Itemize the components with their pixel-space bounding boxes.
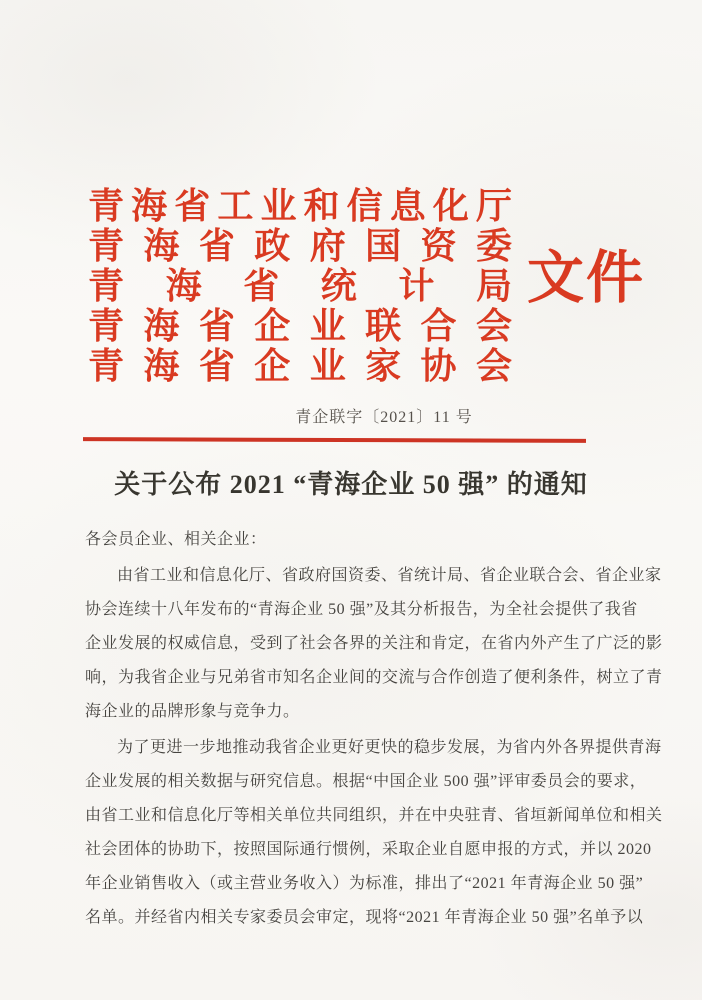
org-line-char: 海: [143, 226, 180, 266]
org-line-char: 息: [389, 186, 426, 226]
body-line: 企业发展的相关数据与研究信息。根据“中国企业 500 强”评审委员会的要求，: [85, 773, 647, 790]
body-line: 由省工业和信息化厅、省政府国资委、省统计局、省企业联合会、省企业家: [117, 567, 662, 584]
org-line-char: 青: [88, 266, 125, 306]
org-line-char: 海: [131, 186, 168, 226]
org-line-char: 业: [309, 306, 346, 346]
org-line-char: 海: [143, 346, 180, 386]
org-line-char: 协: [420, 346, 457, 386]
body-line: 海企业的品牌形象与竞争力。: [85, 703, 300, 720]
org-line-char: 省: [198, 346, 235, 386]
org-line-industry-it-dept: [88, 186, 512, 226]
org-line-char: 业: [309, 346, 346, 386]
org-line-char: 省: [243, 266, 280, 306]
document-title: 关于公布 2021 “青海企业 50 强” 的通知: [114, 470, 588, 499]
org-line-char: 省: [198, 306, 235, 346]
paragraph-2: [85, 731, 663, 935]
body-line: 响，为我省企业与兄弟省市知名企业间的交流与合作创造了便利条件，树立了青: [85, 669, 663, 686]
org-line-char: 家: [365, 346, 402, 386]
org-line-char: 青: [88, 306, 125, 346]
org-line-char: 会: [475, 346, 512, 386]
org-line-char: 海: [165, 266, 202, 306]
org-line-char: 业: [260, 186, 297, 226]
body-line: 为了更进一步地推动我省企业更好更快的稳步发展，为省内外各界提供青海: [117, 739, 662, 756]
org-line-char: 化: [432, 186, 469, 226]
org-line-char: 国: [365, 226, 402, 266]
letterhead: [88, 186, 512, 386]
salutation: 各会员企业、相关企业：: [85, 531, 267, 548]
org-line-char: 省: [174, 186, 211, 226]
body-line: 由省工业和信息化厅等相关单位共同组织，并在中央驻青、省垣新闻单位和相关: [85, 807, 663, 824]
org-line-char: 青: [88, 226, 125, 266]
org-line-char: 和: [303, 186, 340, 226]
org-line-char: 信: [346, 186, 383, 226]
document-body: [85, 523, 663, 935]
org-line-char: 省: [198, 226, 235, 266]
org-line-char: 海: [143, 306, 180, 346]
document-type-label: 文件: [527, 247, 645, 310]
org-line-entrepreneurs-association: [88, 346, 512, 386]
org-line-char: 企: [254, 306, 291, 346]
org-line-char: 合: [420, 306, 457, 346]
org-line-char: 青: [88, 346, 125, 386]
body-line: 年企业销售收入（或主营业务收入）为标准，排出了“2021 年青海企业 50 强”: [85, 875, 644, 892]
org-line-char: 府: [309, 226, 346, 266]
red-separator-rule: [83, 437, 586, 443]
org-line-char: 会: [475, 306, 512, 346]
org-line-char: 计: [398, 266, 435, 306]
org-line-char: 厅: [475, 186, 512, 226]
paragraph-1: [85, 559, 663, 729]
org-line-statistics-bureau: [88, 266, 512, 306]
body-line: 企业发展的权威信息，受到了社会各界的关注和肯定，在省内外产生了广泛的影: [85, 635, 663, 652]
org-line-char: 委: [475, 226, 512, 266]
org-line-char: 资: [420, 226, 457, 266]
body-line: 社会团体的协助下，按照国际通行惯例，采取企业自愿申报的方式，并以 2020: [85, 841, 652, 858]
org-line-char: 统: [320, 266, 357, 306]
body-line: 名单。并经省内相关专家委员会审定，现将“2021 年青海企业 50 强”名单予以: [85, 909, 644, 926]
org-line-char: 工: [217, 186, 254, 226]
org-line-char: 联: [365, 306, 402, 346]
org-line-enterprise-confederation: [88, 306, 512, 346]
org-line-char: 企: [254, 346, 291, 386]
org-line-char: 局: [475, 266, 512, 306]
body-line: 协会连续十八年发布的“青海企业 50 强”及其分析报告，为全社会提供了我省: [85, 601, 638, 618]
document-number: 青企联字〔2021〕11 号: [295, 409, 473, 426]
org-line-char: 政: [254, 226, 291, 266]
org-line-char: 青: [88, 186, 125, 226]
org-line-sasac: [88, 226, 512, 266]
